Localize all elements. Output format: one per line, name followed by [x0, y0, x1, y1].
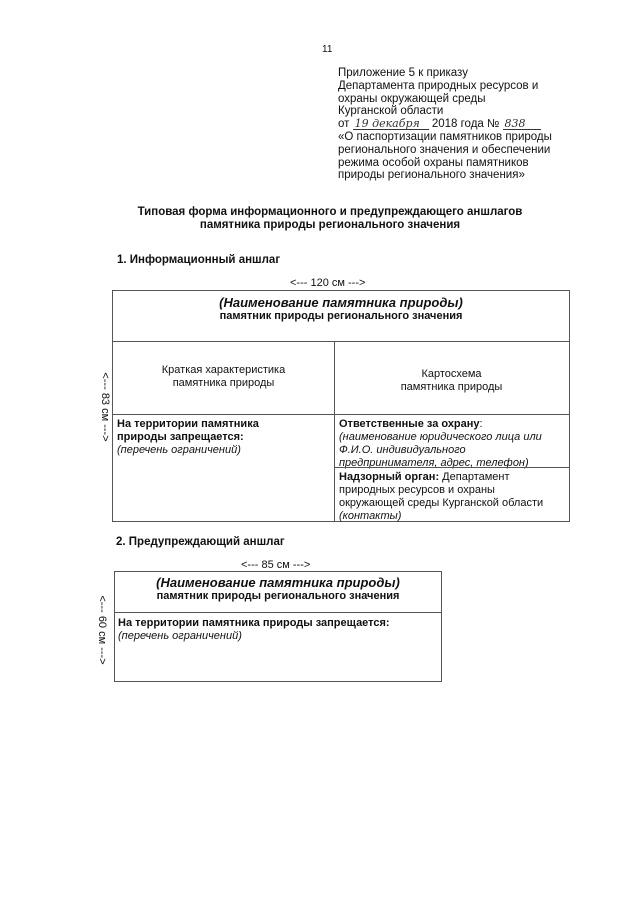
- section2-height-label: <--- 60 см --->: [96, 595, 108, 665]
- divider: [113, 414, 569, 415]
- supervisor-text: окружающей среды Курганской области: [339, 497, 544, 509]
- supervisor-cell: [339, 471, 569, 523]
- map-label: памятника природы: [400, 381, 503, 393]
- appendix-line: Департамента природных ресурсов и: [338, 79, 539, 92]
- supervisor-contacts: (контакты): [339, 510, 402, 522]
- appendix-quote: природы регионального значения»: [338, 169, 525, 182]
- prohibited-label: На территории памятника природы запрещается:: [118, 617, 390, 629]
- supervisor-text: Департамент: [439, 471, 510, 483]
- divider: [115, 612, 441, 613]
- restrictions-note: (перечень ограничений): [117, 444, 241, 456]
- responsible-label: Ответственные за охрану: [339, 418, 480, 430]
- responsible-note: (наименование юридического лица или: [339, 431, 542, 443]
- section2-heading: 2. Предупреждающий аншлаг: [116, 536, 285, 548]
- appendix-quote: режима особой охраны памятников: [338, 156, 529, 169]
- warning-prohibited-cell: [118, 617, 440, 643]
- warning-sign-frame: [114, 571, 442, 682]
- map-label: Картосхема: [421, 368, 482, 380]
- year-text: 2018 года №: [431, 118, 500, 131]
- prohibited-label: природы запрещается:: [117, 431, 244, 443]
- title-line: Типовая форма информационного и предупреждающего аншлагов: [137, 206, 523, 218]
- info-sign-header: [113, 295, 569, 323]
- divider: [334, 467, 569, 468]
- map-cell: [334, 368, 569, 394]
- characteristics-label: Краткая характеристика: [161, 364, 286, 376]
- handwritten-date: 19 декабря: [353, 118, 429, 130]
- monument-subtitle: памятник природы регионального значения: [156, 590, 400, 602]
- responsible-colon: :: [479, 418, 483, 430]
- section1-height-label: <--- 83 см --->: [99, 372, 111, 442]
- info-sign-frame: [112, 290, 570, 522]
- divider: [113, 341, 569, 342]
- section2-width-label: <--- 85 см --->: [241, 559, 311, 571]
- responsible-cell: [339, 418, 569, 470]
- warning-sign-header: [115, 575, 441, 603]
- monument-name: (Наименование памятника природы): [156, 575, 400, 590]
- appendix-quote: «О паспортизации памятников природы: [338, 130, 552, 143]
- appendix-line: охраны окружающей среды: [338, 92, 486, 105]
- monument-name: (Наименование памятника природы): [219, 295, 463, 310]
- responsible-note: предпринимателя, адрес, телефон): [339, 457, 529, 469]
- supervisor-label: Надзорный орган:: [339, 471, 440, 483]
- supervisor-text: природных ресурсов и охраны: [339, 484, 495, 496]
- prohibited-label: На территории памятника: [117, 418, 259, 430]
- date-prefix: от: [338, 118, 350, 131]
- order-date-line: [338, 118, 588, 131]
- section1-width-label: <--- 120 см --->: [290, 277, 366, 289]
- appendix-line: Приложение 5 к приказу: [338, 67, 468, 79]
- restrictions-note: (перечень ограничений): [118, 630, 242, 642]
- page-number: 11: [322, 44, 333, 55]
- monument-subtitle: памятник природы регионального значения: [219, 310, 463, 322]
- section1-heading: 1. Информационный аншлаг: [117, 254, 281, 266]
- title-line: памятника природы регионального значения: [199, 219, 461, 231]
- characteristics-cell: [113, 364, 334, 390]
- appendix-line: Курганской области: [338, 105, 444, 118]
- characteristics-label: памятника природы: [172, 377, 275, 389]
- appendix-header: [338, 67, 588, 182]
- handwritten-number: 838: [503, 118, 541, 130]
- prohibited-cell: [117, 418, 331, 457]
- responsible-note: Ф.И.О. индивидуального: [339, 444, 466, 456]
- appendix-quote: регионального значения и обеспечении: [338, 143, 551, 156]
- document-title: [80, 206, 580, 232]
